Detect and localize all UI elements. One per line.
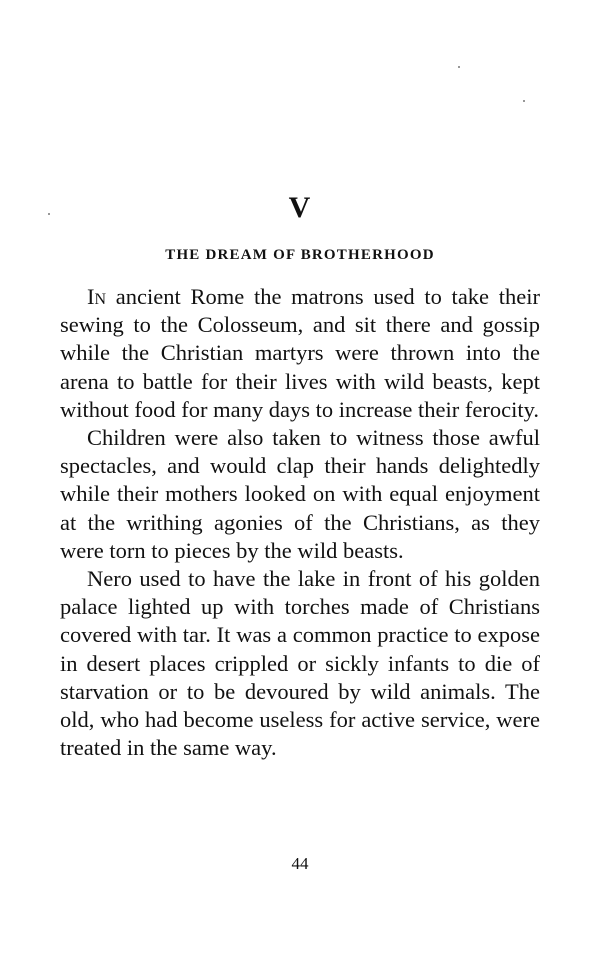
paragraph-2 [60,424,540,565]
page-number: 44 [291,854,309,873]
paragraph-1 [60,283,540,424]
paper-speck [458,66,460,68]
chapter-title: THE DREAM OF BROTHERHOOD [165,247,435,263]
paragraph-2-text: Children were also taken to witness those awful spectacles, and would clap their hands delightedly while their mothers looked on with equal enjoyment at the writhing agonies of the Christians, as they were torn to pieces by the wild beasts. [60,425,540,563]
paragraph-opening-word: In [87,284,107,309]
paragraph-3 [60,565,540,762]
chapter-number: V [288,191,312,224]
paper-speck [523,100,525,102]
paragraph-3-text: Nero used to have the lake in front of his golden palace lighted up with torches made of Christians covered with tar. It was a common practice to expose in desert places crippled or sickly infants to die of starvation or to be devoured by wild animals. The old, who had become useless for active service, were treated in the same way. [60,566,540,761]
chapter-body [60,283,540,762]
paragraph-1-text: ancient Rome the matrons used to take their sewing to the Colosseum, and sit there and gossip while the Christian martyrs were thrown into the arena to battle for their lives with wild beasts, kept without food for many days to increase their ferocity. [60,284,540,422]
